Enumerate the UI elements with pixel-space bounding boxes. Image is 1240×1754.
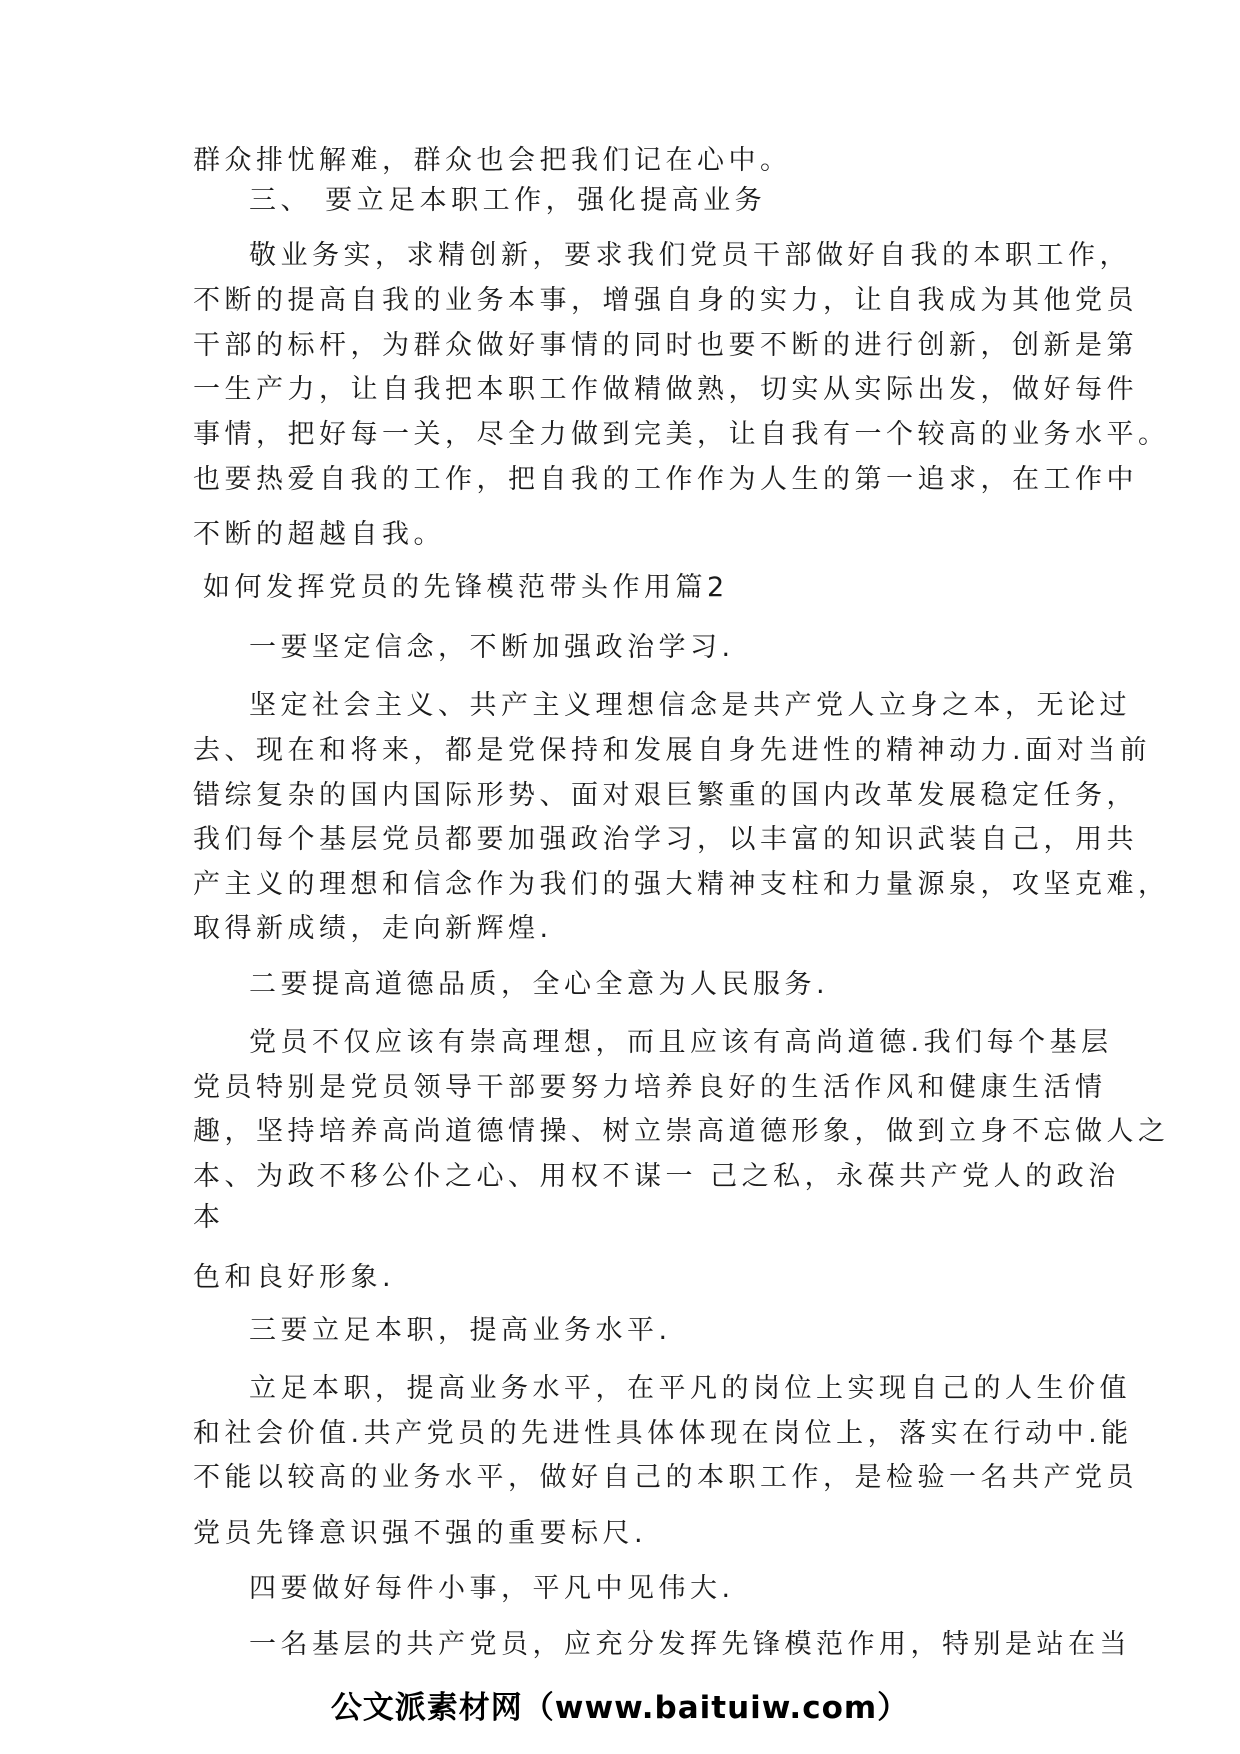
text-line: 去、现在和将来，都是党保持和发展自身先进性的精神动力.面对当前 xyxy=(193,735,1152,766)
text-line: 群众排忧解难，群众也会把我们记在心中。 xyxy=(193,145,792,176)
section-heading: 三要立足本职，提高业务水平. xyxy=(249,1315,672,1346)
text-line: 我们每个基层党员都要加强政治学习，以丰富的知识武装自己，用共 xyxy=(193,824,1138,855)
text-line: 趣，坚持培养高尚道德情操、树立崇高道德形象，做到立身不忘做人之 xyxy=(193,1116,1170,1147)
text-line: 事情，把好每一关，尽全力做到完美，让自我有一个较高的业务水平。 xyxy=(193,419,1170,450)
text-line: 干部的标杆，为群众做好事情的同时也要不断的进行创新，创新是第 xyxy=(193,330,1138,361)
text-line: 本 xyxy=(193,1202,225,1233)
section-heading: 一要坚定信念，不断加强政治学习. xyxy=(249,632,735,663)
text-line: 坚定社会主义、共产主义理想信念是共产党人立身之本，无论过 xyxy=(249,690,1131,721)
text-line: 本、为政不移公仆之心、用权不谋一 己之私，永葆共产党人的政治 xyxy=(193,1161,1120,1192)
text-line: 一生产力，让自我把本职工作做精做熟，切实从实际出发，做好每件 xyxy=(193,374,1138,405)
text-line: 色和良好形象. xyxy=(193,1262,396,1293)
section-heading: 四要做好每件小事，平凡中见伟大. xyxy=(249,1573,735,1604)
text-line: 敬业务实，求精创新，要求我们党员干部做好自我的本职工作， xyxy=(249,240,1131,271)
text-line: 不能以较高的业务水平，做好自己的本职工作，是检验一名共产党员 xyxy=(193,1462,1138,1493)
text-line: 不断的超越自我。 xyxy=(193,519,445,550)
text-line: 和社会价值.共产党员的先进性具体体现在岗位上，落实在行动中.能 xyxy=(193,1418,1133,1449)
text-line: 立足本职，提高业务水平，在平凡的岗位上实现自己的人生价值 xyxy=(249,1373,1131,1404)
text-line: 党员特别是党员领导干部要努力培养良好的生活作风和健康生活情 xyxy=(193,1072,1107,1103)
article-title: 如何发挥党员的先锋模范带头作用篇2 xyxy=(203,572,729,603)
text-line: 产主义的理想和信念作为我们的强大精神支柱和力量源泉，攻坚克难， xyxy=(193,869,1170,900)
text-line: 党员不仅应该有崇高理想，而且应该有高尚道德.我们每个基层 xyxy=(249,1027,1113,1058)
text-line: 一名基层的共产党员，应充分发挥先锋模范作用，特别是站在当 xyxy=(249,1629,1131,1660)
text-line: 错综复杂的国内国际形势、面对艰巨繁重的国内改革发展稳定任务， xyxy=(193,780,1138,811)
text-line: 也要热爱自我的工作，把自我的工作作为人生的第一追求，在工作中 xyxy=(193,464,1138,495)
text-line: 不断的提高自我的业务本事，增强自身的实力，让自我成为其他党员 xyxy=(193,285,1138,316)
footer-watermark: 公文派素材网（www.baituiw.com） xyxy=(330,1690,910,1726)
section-heading: 二要提高道德品质，全心全意为人民服务. xyxy=(249,969,830,1000)
text-line: 党员先锋意识强不强的重要标尺. xyxy=(193,1518,648,1549)
section-heading: 三、 要立足本职工作，强化提高业务 xyxy=(249,185,767,216)
text-line: 取得新成绩，走向新辉煌. xyxy=(193,913,553,944)
